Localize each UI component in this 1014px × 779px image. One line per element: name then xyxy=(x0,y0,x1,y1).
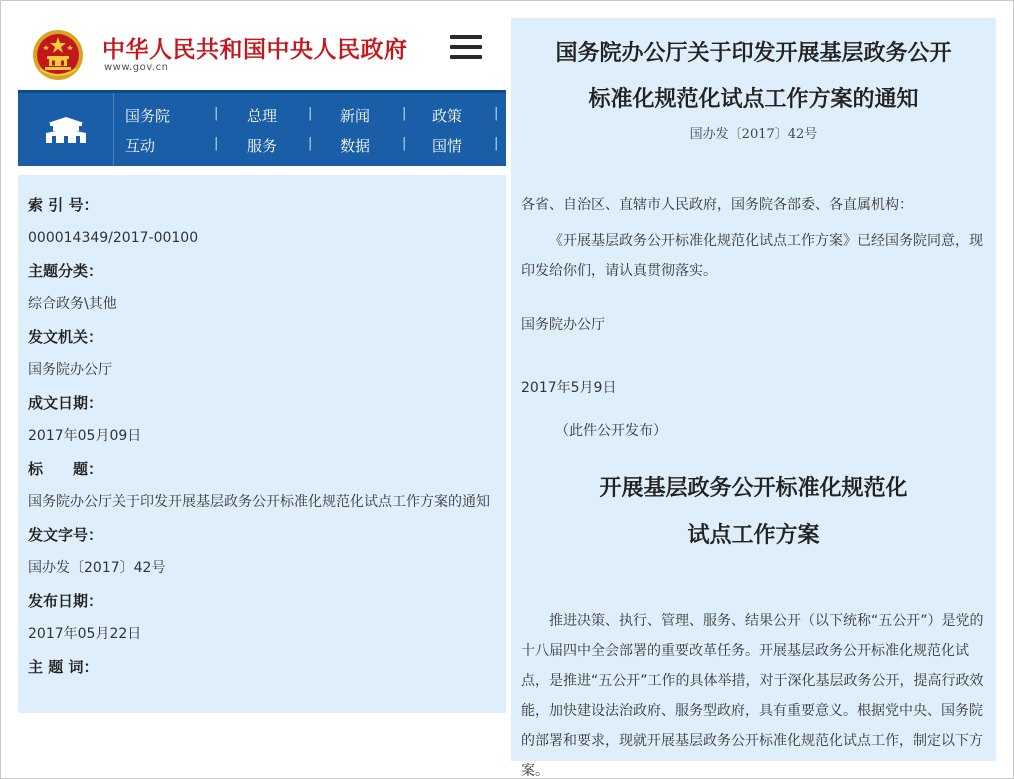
title-value: 国务院办公厅关于印发开展基层政务公开标准化规范化试点工作方案的通知 xyxy=(28,494,490,510)
article-body: 《开展基层政务公开标准化规范化试点工作方案》已经国务院同意，现印发给你们，请认真贯彻落实。 xyxy=(521,233,983,279)
main-nav xyxy=(18,90,506,166)
nav-item-data[interactable]: 数据 xyxy=(340,137,371,155)
article-salutation: 各省、自治区、直辖市人民政府，国务院各部委、各直属机构： xyxy=(521,197,913,213)
site-title[interactable]: 中华人民共和国中央人民政府 xyxy=(102,37,408,63)
nav-separator: | xyxy=(214,106,219,121)
nav-item-state-council[interactable]: 国务院 xyxy=(125,107,171,125)
site-header xyxy=(18,18,506,90)
nav-separator: | xyxy=(494,136,499,151)
nav-separator: | xyxy=(402,106,407,121)
tiananmen-gate-icon xyxy=(42,115,90,145)
article-panel xyxy=(511,18,996,779)
written-date-value: 2017年05月09日 xyxy=(28,428,142,444)
doc-number-value: 国办发〔2017〕42号 xyxy=(28,560,166,576)
nav-item-news[interactable]: 新闻 xyxy=(340,107,371,125)
article-release-note: （此件公开发布） xyxy=(555,423,667,439)
keywords-label: 主 题 词： xyxy=(28,658,99,676)
nav-separator: | xyxy=(402,136,407,151)
nav-item-premier[interactable]: 总理 xyxy=(247,107,278,125)
nav-item-national-info[interactable]: 国情 xyxy=(432,137,463,155)
issuer-value: 国务院办公厅 xyxy=(28,362,112,378)
published-date-label: 发布日期： xyxy=(28,592,104,610)
article-doc-number: 国办发〔2017〕42号 xyxy=(689,127,818,142)
title-label: 标 题： xyxy=(28,460,104,478)
nav-home-button[interactable] xyxy=(18,93,114,166)
nav-grid xyxy=(118,93,506,166)
nav-separator: | xyxy=(308,106,313,121)
left-column xyxy=(18,18,506,676)
category-label: 主题分类： xyxy=(28,262,104,280)
plan-title-line-1: 开展基层政务公开标准化规范化 xyxy=(599,476,908,501)
document-metadata-panel xyxy=(18,175,506,713)
article-title-line-2: 标准化规范化试点工作方案的通知 xyxy=(588,87,919,112)
index-value: 000014349/2017-00100 xyxy=(28,230,199,246)
nav-separator: | xyxy=(214,136,219,151)
article-title-line-1: 国务院办公厅关于印发开展基层政务公开 xyxy=(555,41,952,66)
published-date-value: 2017年05月22日 xyxy=(28,626,142,642)
nav-separator: | xyxy=(494,106,499,121)
nav-item-services[interactable]: 服务 xyxy=(247,137,278,155)
hamburger-menu-icon[interactable] xyxy=(450,35,482,63)
nav-item-interaction[interactable]: 互动 xyxy=(125,137,156,155)
national-emblem-icon[interactable] xyxy=(32,29,84,81)
nav-item-policy[interactable]: 政策 xyxy=(432,107,463,125)
article-signature: 国务院办公厅 xyxy=(521,317,605,333)
category-value: 综合政务\其他 xyxy=(28,296,117,312)
article-date: 2017年5月9日 xyxy=(521,380,617,396)
index-label: 索 引 号： xyxy=(28,196,99,214)
doc-number-label: 发文字号： xyxy=(28,526,104,544)
plan-intro: 推进决策、执行、管理、服务、结果公开（以下统称“五公开”）是党的十八届四中全会部署的重要改革任务。开展基层政务公开标准化规范化试点，是推进“五公开”工作的具体举措，对于深化基层政务公开，提高行政效能，加快建设法治政府、服务型政府，具有重要意义。根据党中央、国务院的部署和要求，现就开展基层政务公开标准化规范化试点工作，制定以下方案。 xyxy=(521,613,984,779)
site-url[interactable]: www.gov.cn xyxy=(104,62,169,73)
nav-separator: | xyxy=(308,136,313,151)
plan-title-line-2: 试点工作方案 xyxy=(687,523,820,548)
issuer-label: 发文机关： xyxy=(28,328,104,346)
written-date-label: 成文日期： xyxy=(28,394,104,412)
